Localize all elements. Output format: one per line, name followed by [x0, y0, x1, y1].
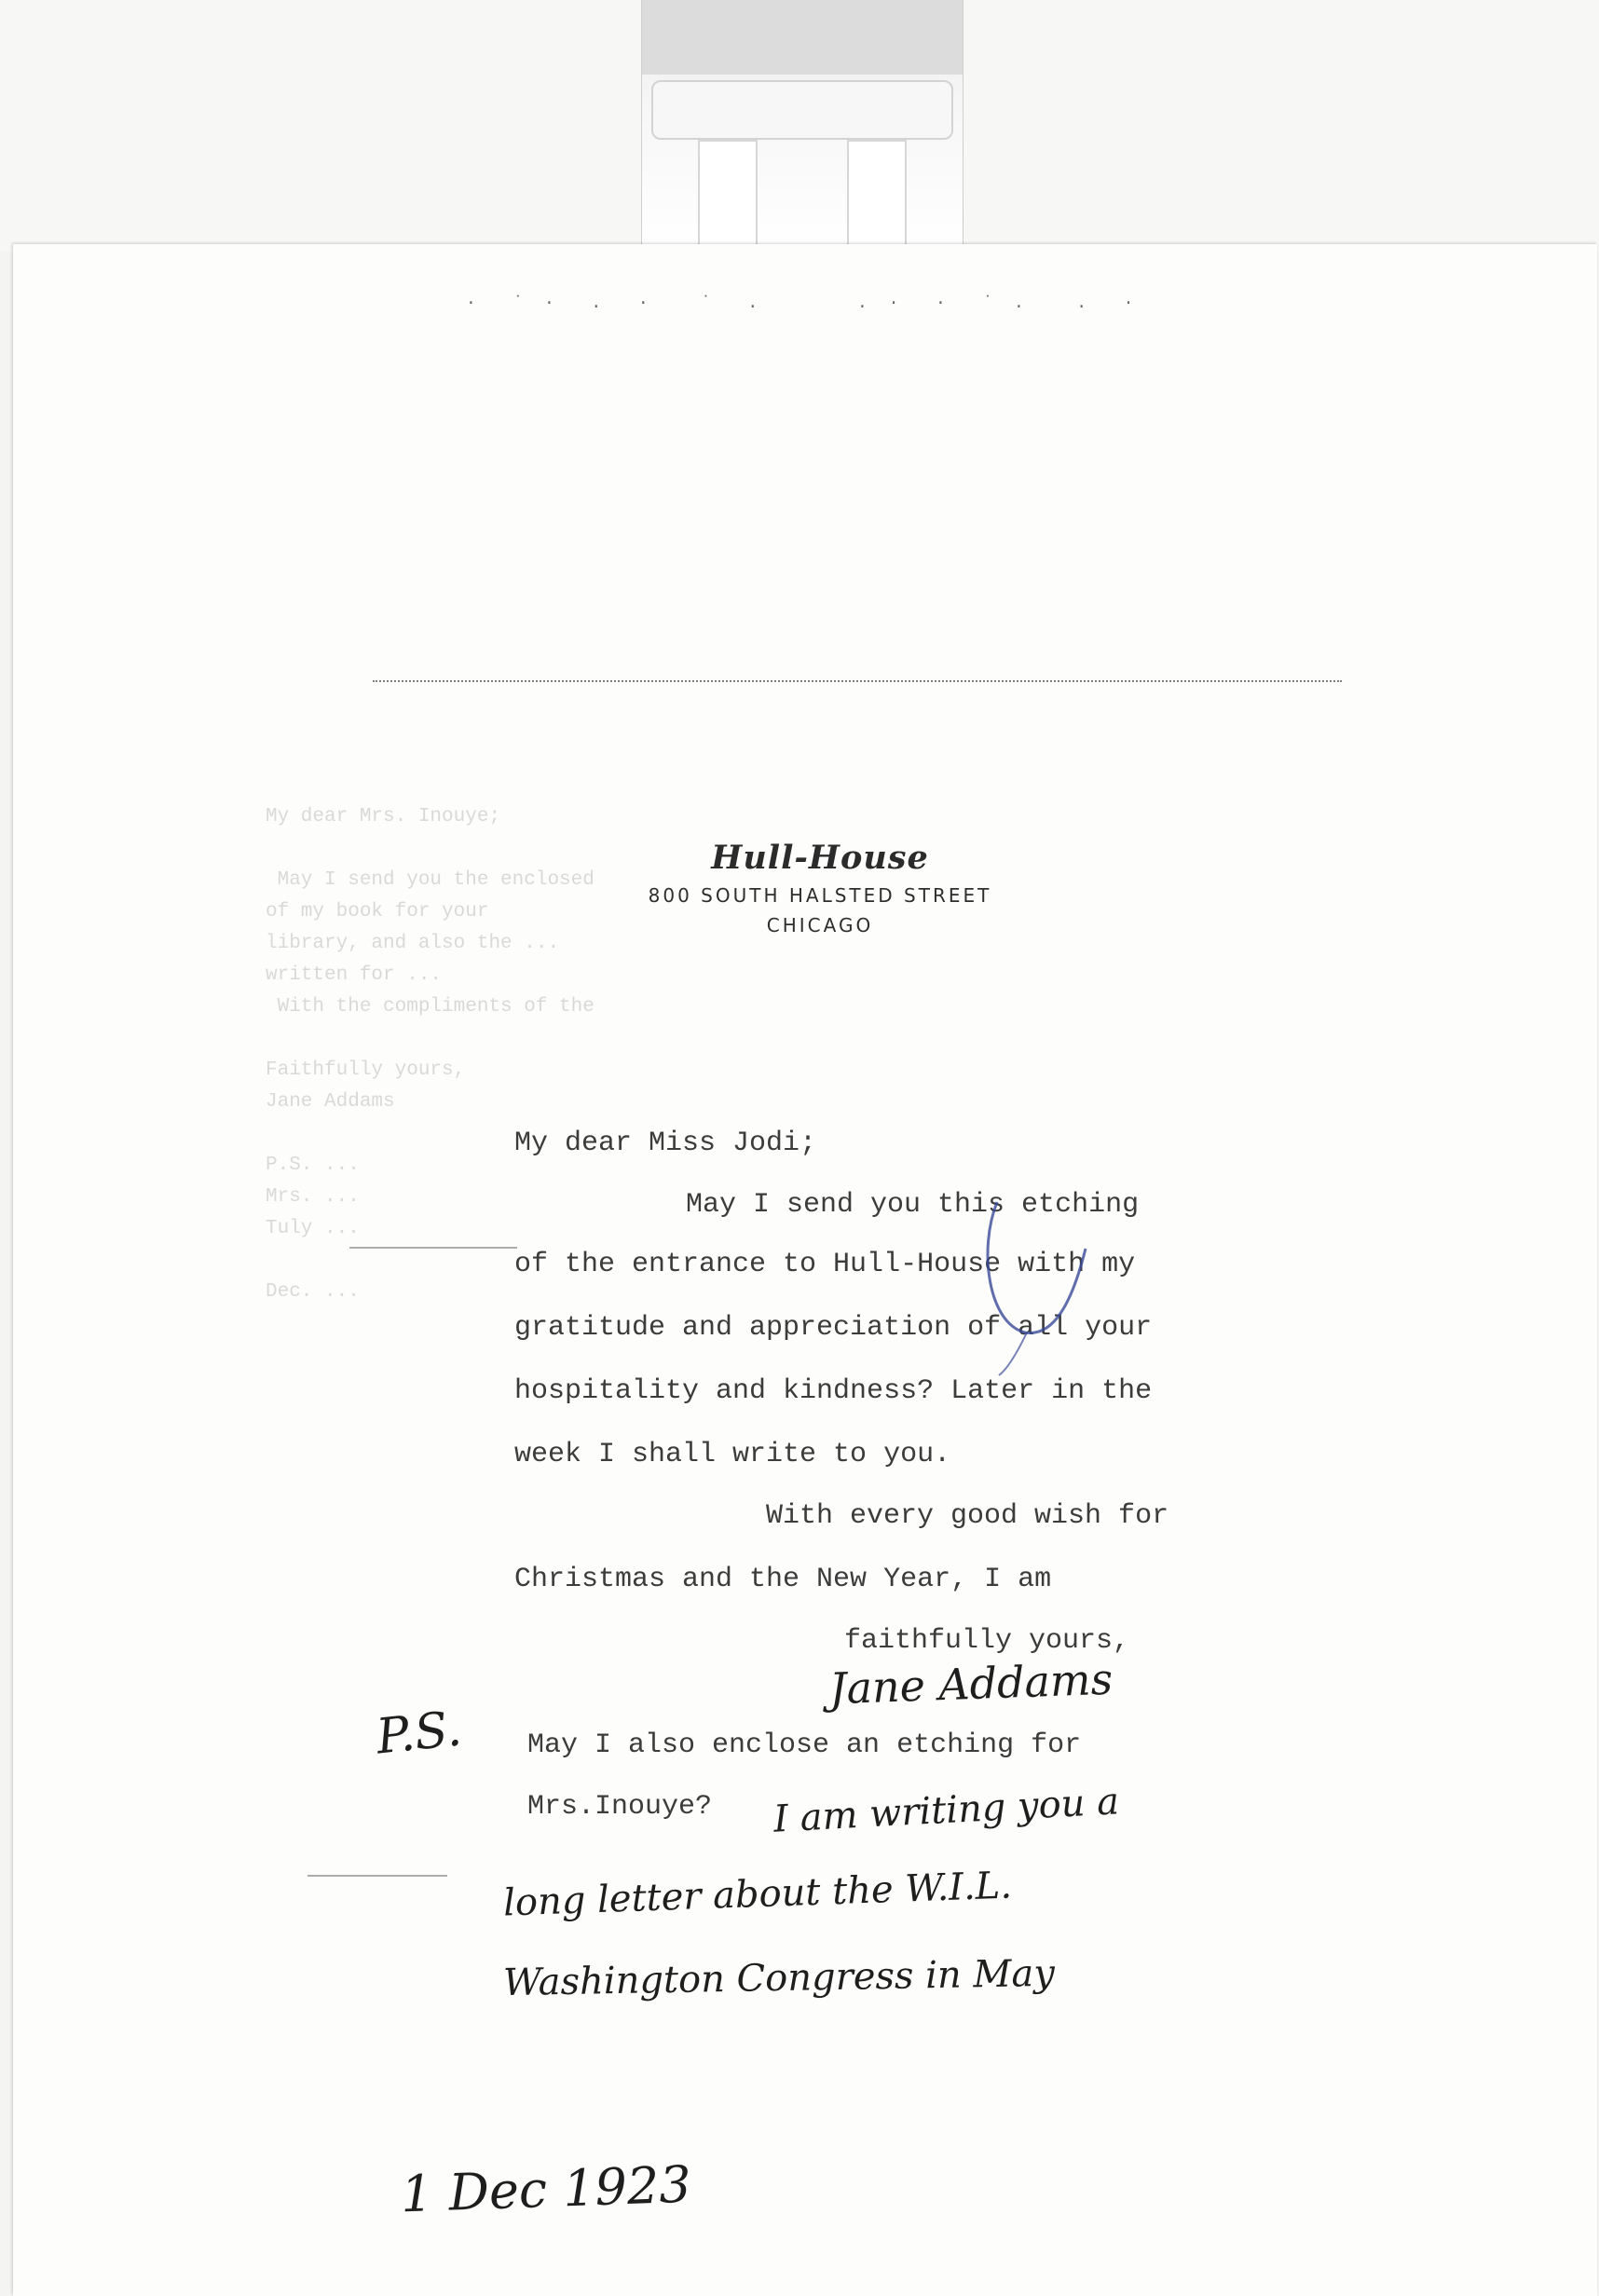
- postscript-line: May I also enclose an etching for: [527, 1729, 1082, 1761]
- handwritten-date: 1 Dec 1923: [399, 2154, 692, 2224]
- binder-clip-leg-left: [698, 140, 758, 252]
- stray-line: [349, 1247, 517, 1249]
- postscript-label: P.S.: [374, 1701, 465, 1766]
- binder-clip: [641, 0, 964, 250]
- letter-line: gratitude and appreciation of all your: [514, 1312, 1153, 1344]
- letter-line: week I shall write to you.: [514, 1439, 951, 1470]
- letterhead: [559, 839, 1081, 936]
- letter-line: May I send you this etching: [686, 1189, 1140, 1221]
- letterhead-address: 800 SOUTH HALSTED STREET: [648, 884, 992, 907]
- stray-line: [308, 1875, 447, 1877]
- handwritten-line: I am writing you a: [772, 1780, 1121, 1841]
- closing: faithfully yours,: [844, 1625, 1130, 1657]
- binder-clip-band: [642, 0, 963, 75]
- binder-clip-lever: [651, 80, 953, 140]
- scanner-background: [0, 0, 1599, 252]
- signature: Jane Addams: [828, 1653, 1114, 1715]
- bleed-through-text: My dear Mrs. Inouye; May I send you the enclosed of my book for your library, and also the ... written for ... With the compliments of the Faithfully yours, Jane Addams P.S. ... Mrs. ... Tuly ... Dec. ...: [266, 806, 594, 1303]
- letterhead-name: Hull-House: [711, 839, 929, 877]
- copy-edge-rule: [373, 680, 1342, 682]
- postscript-line: Mrs.Inouye?: [527, 1791, 713, 1823]
- ink-check-mark: [978, 1193, 1100, 1379]
- letter-line: Christmas and the New Year, I am: [514, 1564, 1052, 1595]
- top-specks: · ˙ · . · ˙ . . · · ˙ . . ·: [466, 294, 1140, 313]
- letter-line: With every good wish for: [766, 1500, 1169, 1532]
- letter-line: of the entrance to Hull-House with my: [514, 1249, 1136, 1280]
- binder-clip-leg-right: [847, 140, 907, 252]
- letter-line: hospitality and kindness? Later in the: [514, 1375, 1153, 1407]
- letterhead-city: CHICAGO: [766, 914, 874, 936]
- handwritten-line: long letter about the W.I.L.: [502, 1864, 1013, 1925]
- handwritten-line: Washington Congress in May: [502, 1951, 1056, 2005]
- salutation: My dear Miss Jodi;: [514, 1128, 817, 1159]
